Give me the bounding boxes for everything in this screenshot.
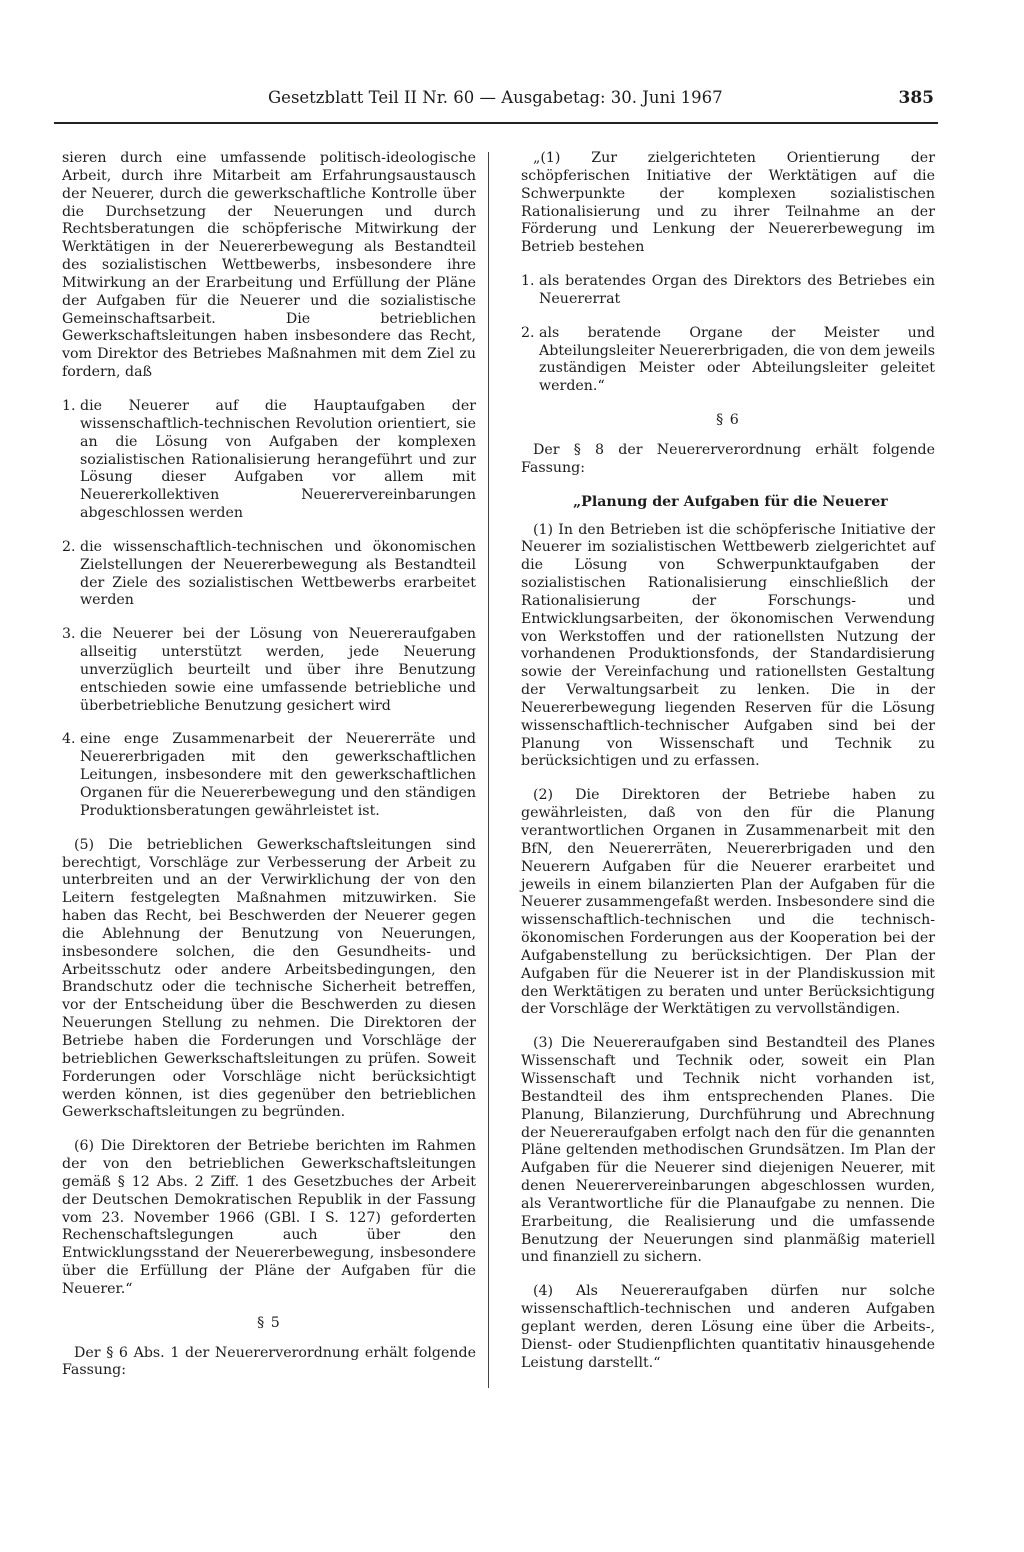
list-text: die Neuerer bei der Lösung von Neuereraufgaben allseitig unterstützt werden, jede Neuerung unverzüglich beurteilt und über ihre Benutzung entschieden sowie eine umfassende betriebliche und überbetriebliche Benutzung gesichert wird (80, 626, 476, 714)
page-number: 385 (898, 88, 934, 108)
list-number: 3. (62, 626, 76, 643)
page-header (54, 88, 934, 114)
list-item (62, 731, 476, 820)
section-heading: § 6 (716, 412, 740, 429)
paragraph: Der § 8 der Neuererverordnung erhält folgende Fassung: (521, 441, 935, 476)
subsection-heading: „Planung der Aufgaben für die Neuerer (573, 493, 888, 510)
paragraph: (5) Die betrieblichen Gewerkschaftsleitungen sind berechtigt, Vorschläge zur Verbesserung der Arbeit zu unterbreiten und an der Verwirklichung der von den Leitern festgelegten Maßnahmen mitzuwirken. Sie haben das Recht, bei Beschwerden der Neuerer gegen die Ablehnung der Benutzung von Neuerungen, insbesondere solchen, die den Gesundheits- und Arbeitsschutz oder andere Arbeitsbedingungen, den Brandschutz oder die technische Sicherheit betreffen, vor der Entscheidung über die Beschwerden zu diesen Neuerungen Stellung zu nehmen. Die Direktoren der Betriebe haben die Forderungen und Vorschläge der betrieblichen Gewerkschaftsleitungen zu prüfen. Soweit Forderungen oder Vorschläge nicht berücksichtigt werden können, ist dies gegenüber den betrieblichen Gewerkschaftsleitungen zu begründen. (62, 836, 476, 1121)
list-number: 1. (62, 397, 76, 414)
list-item (521, 273, 935, 309)
header-title: Gesetzblatt Teil II Nr. 60 — Ausgabetag: 30. Juni 1967 (268, 88, 723, 107)
paragraph: Der § 6 Abs. 1 der Neuererverordnung erhält folgende Fassung: (62, 1344, 476, 1379)
column-divider (488, 152, 489, 1388)
paragraph: (4) Als Neuereraufgaben dürfen nur solche wissenschaftlich-technischen und anderen Aufgaben geplant werden, deren Lösung eine über die Arbeits-, Dienst- oder Studienpflichten quantitativ hinausgehende Leistung darstellt.“ (521, 1283, 935, 1371)
section-heading: § 5 (257, 1314, 281, 1331)
right-column (521, 150, 935, 1388)
list-item (62, 626, 476, 715)
paragraph: (2) Die Direktoren der Betriebe haben zu gewährleisten, daß von den für die Planung verantwortlichen Organen in Zusammenarbeit mit den BfN, den Neuererräten, Neuererbrigaden und den Neuerern Aufgaben für die Neuerer erarbeitet und jeweils in einem bilanzierten Plan der Aufgaben für die Neuerer zusammengefaßt werden. Insbesondere sind die wissenschaftlich-technischen und die technisch-ökonomischen Forderungen aus der Kooperation bei der Aufgabenstellung zu berücksichtigen. Der Plan der Aufgaben für die Neuerer ist in der Plandiskussion mit den Werktätigen zu beraten und unter Berücksichtigung der Vorschläge der Werktätigen zu vervollständigen. (521, 787, 935, 1018)
list-text: die wissenschaftlich-technischen und ökonomischen Zielstellungen der Neuererbewegung als Bestandteil der Ziele des sozialistischen Wettbewerbs erarbeitet werden (80, 538, 476, 609)
list-number: 4. (62, 731, 76, 748)
list-text: eine enge Zusammenarbeit der Neuererräte und Neuererbrigaden mit den gewerkschaftlichen Leitungen, insbesondere mit den gewerkschaftlichen Organen für die Neuererbewegung und den ständigen Produktionsberatungen gewährleistet ist. (80, 731, 476, 819)
paragraph: „(1) Zur zielgerichteten Orientierung der schöpferischen Initiative der Werktätigen auf die Schwerpunkte der komplexen sozialistischen Rationalisierung und zu ihrer Teilnahme an der Förderung und Lenkung der Neuererbewegung im Betrieb bestehen (521, 150, 935, 256)
list-number: 2. (62, 538, 76, 555)
header-rule (54, 122, 938, 124)
list-item (62, 539, 476, 610)
paragraph: sieren durch eine umfassende politisch-ideologische Arbeit, durch ihre Mitarbeit am Erfahrungsaustausch der Neuerer, durch die gewerkschaftliche Kontrolle über die Durchsetzung der Neuerungen und durch Rechtsberatungen die schöpferische Mitwirkung der Werktätigen in der Neuererbewegung als Bestandteil des sozialistischen Wettbewerbs, insbesondere ihre Mitwirkung an der Erarbeitung und Erfüllung der Pläne der Aufgaben für die Neuerer und die sozialistische Gemeinschaftsarbeit. Die betrieblichen Gewerkschaftsleitungen haben insbesondere das Recht, vom Direktor des Betriebes Maßnahmen mit dem Ziel zu fordern, daß (62, 150, 476, 381)
left-column (62, 150, 476, 1396)
paragraph: (1) In den Betrieben ist die schöpferische Initiative der Neuerer im sozialistischen Wettbewerb zielgerichtet auf die Lösung von Schwerpunktaufgaben der sozialistischen Rationalisierung einschließlich der Rationalisierung der Forschungs- und Entwicklungsarbeiten, der ökonomischen Verwendung von Werkstoffen und der rationellsten Nutzung der vorhandenen Produktionsfonds, der Standardisierung sowie der Vereinfachung und rationellsten Gestaltung der Verwaltungsarbeit zu lenken. Die in der Neuererbewegung liegenden Reserven für die Lösung wissenschaftlich-technischer Aufgaben sind bei der Planung von Wissenschaft und Technik zu berücksichtigen und zu erfassen. (521, 521, 935, 770)
list-text: als beratende Organe der Meister und Abteilungsleiter Neuererbrigaden, die von dem jeweils zuständigen Meister oder Abteilungsleiter geleitet werden.“ (539, 324, 935, 395)
list-text: als beratendes Organ des Direktors des Betriebes ein Neuererrat (539, 273, 935, 307)
paragraph: (3) Die Neuereraufgaben sind Bestandteil des Planes Wissenschaft und Technik oder, soweit ein Plan Wissenschaft und Technik nicht vorhanden ist, Bestandteil des ihm entsprechenden Planes. Die Planung, Bilanzierung, Durchführung und Abrechnung der Neuereraufgaben erfolgt nach den für die genannten Pläne geltenden methodischen Grundsätzen. Im Plan der Aufgaben für die Neuerer sind diejenigen Neuerer, mit denen Neuerervereinbarungen abgeschlossen wurden, als Verantwortliche für die Planaufgabe zu nennen. Die Erarbeitung, die Realisierung und die umfassende Benutzung der Neuerungen sind planmäßig materiell und finanziell zu sichern. (521, 1035, 935, 1266)
list-text: die Neuerer auf die Hauptaufgaben der wissenschaftlich-technischen Revolution orientiert, sie an die Lösung von Aufgaben der komplexen sozialistischen Rationalisierung herangeführt und zur Lösung dieser Aufgaben vor allem mit Neuererkollektiven Neuerervereinbarungen abgeschlossen werden (80, 397, 476, 522)
list-number: 1. (521, 273, 535, 290)
list-number: 2. (521, 324, 535, 341)
paragraph: (6) Die Direktoren der Betriebe berichten im Rahmen der von den betrieblichen Gewerkschaftsleitungen gemäß § 12 Abs. 2 Ziff. 1 des Gesetzbuches der Arbeit der Deutschen Demokratischen Republik in der Fassung vom 23. November 1966 (GBl. I S. 127) geforderten Rechenschaftslegungen auch über den Entwicklungsstand der Neuererbewegung, insbesondere über die Erfüllung der Pläne der Aufgaben für die Neuerer.“ (62, 1138, 476, 1297)
list-item (521, 325, 935, 396)
list-item (62, 398, 476, 523)
